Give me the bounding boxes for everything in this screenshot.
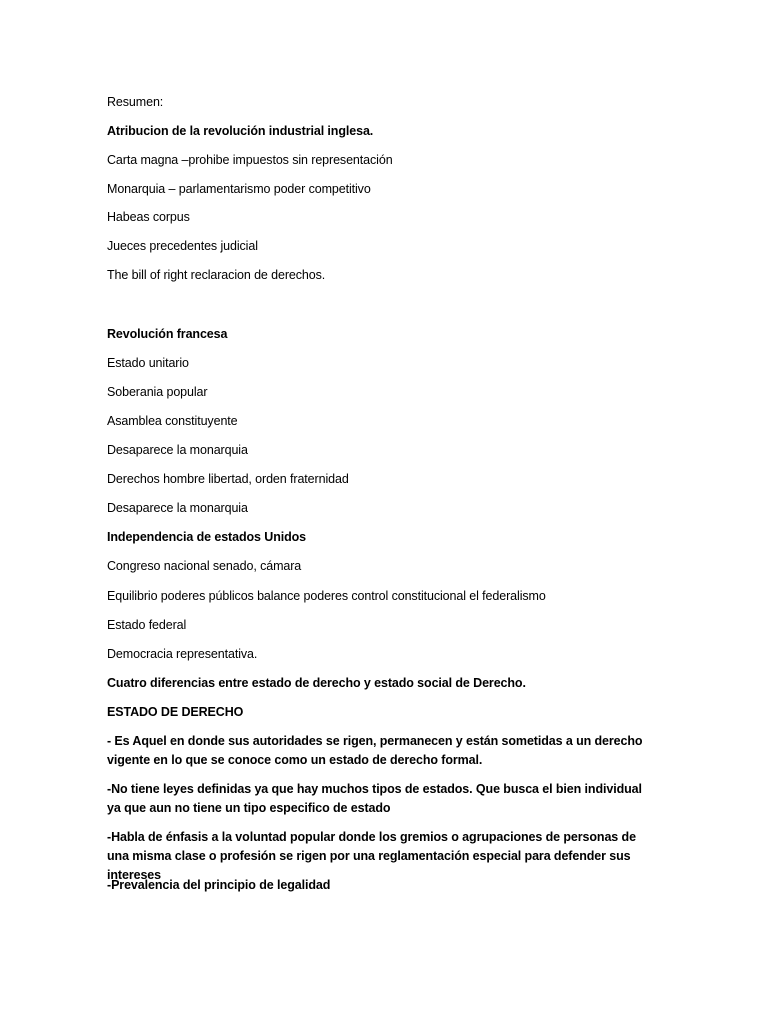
paragraph-4: -Prevalencia del principio de legalidad [107, 878, 331, 892]
list-item: Monarquia – parlamentarismo poder competitivo [107, 182, 371, 196]
paragraph-3: -Habla de énfasis a la voluntad popular donde los gremios o agrupaciones de personas de una misma clase o profesión se rigen por una reglamentación especial para defender sus intereses [107, 830, 636, 882]
paragraph-1: - Es Aquel en donde sus autoridades se rigen, permanecen y están sometidas a un derecho vigente en lo que se conoce como un estado de derecho formal. [107, 734, 643, 767]
list-item: Equilibrio poderes públicos balance poderes control constitucional el federalismo [107, 589, 546, 603]
list-item: Democracia representativa. [107, 647, 258, 661]
list-item: Jueces precedentes judicial [107, 239, 258, 253]
section-title-diferencias: Cuatro diferencias entre estado de derecho y estado social de Derecho. [107, 676, 526, 690]
section-title-estado-derecho: ESTADO DE DERECHO [107, 705, 244, 719]
list-item: Desaparece la monarquia [107, 501, 248, 515]
paragraph-2: -No tiene leyes definidas ya que hay muchos tipos de estados. Que busca el bien individual ya que aun no tiene un tipo especifico de estado [107, 782, 642, 815]
list-item: Habeas corpus [107, 210, 190, 224]
resumen-heading: Resumen: [107, 95, 164, 109]
list-item: Asamblea constituyente [107, 414, 238, 428]
list-item: Estado unitario [107, 356, 189, 370]
list-item: Congreso nacional senado, cámara [107, 559, 302, 573]
list-item: Carta magna –prohibe impuestos sin representación [107, 153, 393, 167]
list-item: Desaparece la monarquia [107, 443, 248, 457]
list-item: Estado federal [107, 618, 187, 632]
list-item: The bill of right reclaracion de derechos. [107, 268, 326, 282]
list-item: Derechos hombre libertad, orden fraternidad [107, 472, 349, 486]
section-title-independencia: Independencia de estados Unidos [107, 530, 307, 544]
section-title-industrial: Atribucion de la revolución industrial inglesa. [107, 124, 374, 138]
list-item: Soberania popular [107, 385, 208, 399]
section-title-francesa: Revolución francesa [107, 327, 228, 341]
